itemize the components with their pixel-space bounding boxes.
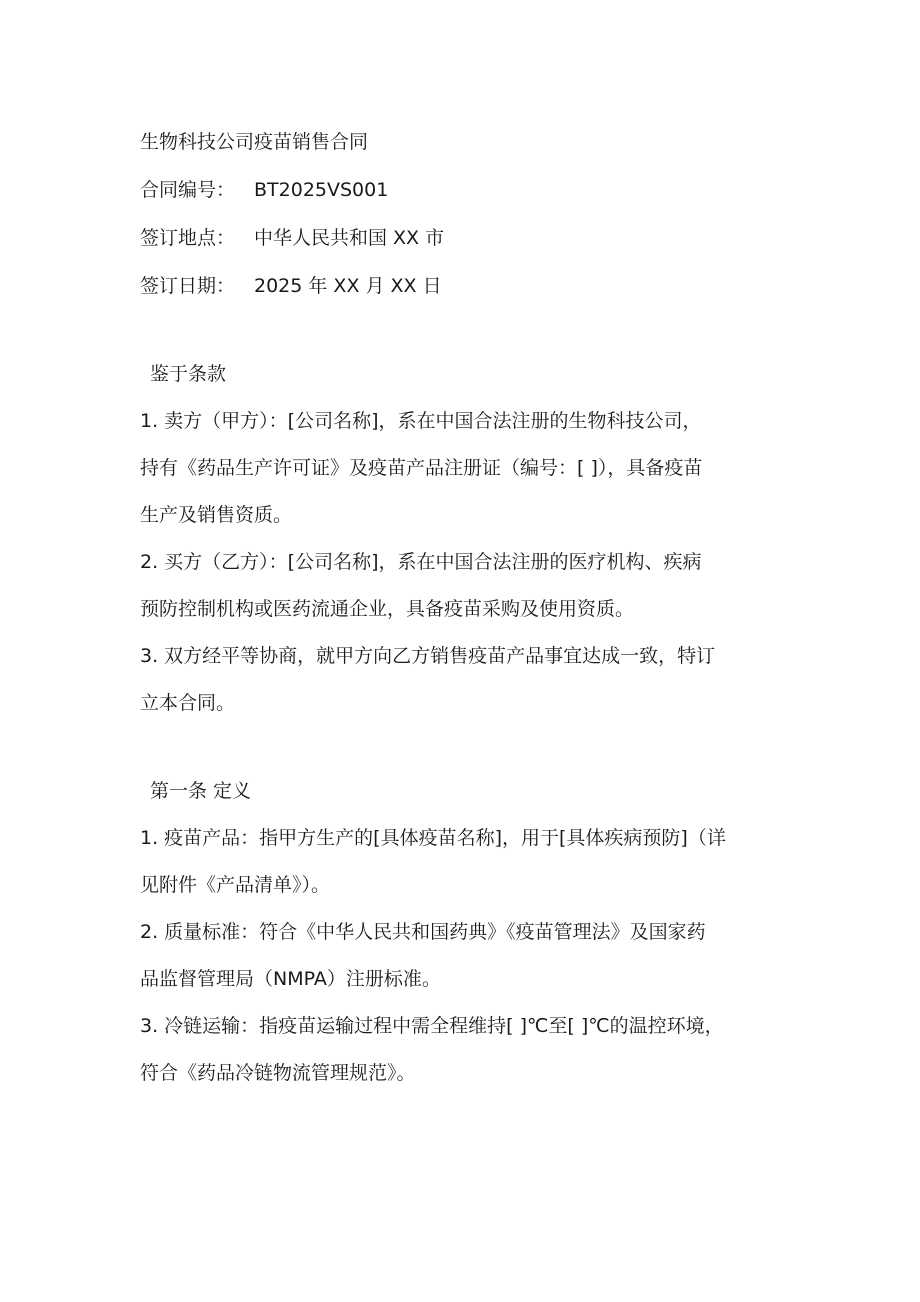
clause-line: 见附件《产品清单》）。: [140, 874, 331, 896]
clause-line: 生产及销售资质。: [140, 504, 293, 526]
section-title: 鉴于条款: [150, 363, 227, 385]
section-title: 第一条 定义: [150, 780, 252, 802]
clause-paragraph: [140, 1003, 790, 1097]
contract-number-label: 合同编号：: [140, 179, 236, 201]
clause-item: [140, 1003, 790, 1097]
clause-list: [140, 815, 790, 1097]
clause-paragraph: [140, 539, 790, 633]
signing-date-label: 签订日期：: [140, 275, 236, 297]
clause-item: [140, 539, 790, 633]
section-definitions: [140, 767, 790, 1097]
signing-place-value: 中华人民共和国 XX 市: [254, 227, 445, 249]
clause-item: [140, 909, 790, 1003]
clause-paragraph: [140, 815, 790, 909]
signing-place-row: [140, 214, 790, 262]
clause-line: 2. 买方（乙方）：[公司名称]，系在中国合法注册的医疗机构、疾病: [140, 551, 702, 573]
clause-paragraph: [140, 633, 790, 727]
clause-item: [140, 398, 790, 539]
document-title: 生物科技公司疫苗销售合同: [140, 131, 369, 153]
clause-paragraph: [140, 398, 790, 539]
signing-date-value: 2025 年 XX 月 XX 日: [254, 275, 442, 297]
spacer: [140, 310, 790, 350]
clause-line: 3. 双方经平等协商，就甲方向乙方销售疫苗产品事宜达成一致，特订: [140, 645, 716, 667]
spacer: [140, 727, 790, 767]
section-recitals: [140, 350, 790, 727]
clause-line: 品监督管理局（NMPA）注册标准。: [140, 968, 441, 990]
clause-line: 持有《药品生产许可证》及疫苗产品注册证（编号：[ ]），具备疫苗: [140, 457, 703, 479]
contract-number-row: [140, 166, 790, 214]
signing-place-label: 签订地点：: [140, 227, 236, 249]
clause-line: 3. 冷链运输：指疫苗运输过程中需全程维持[ ]℃至[ ]℃的温控环境，: [140, 1015, 724, 1037]
clause-item: [140, 633, 790, 727]
clause-item: [140, 815, 790, 909]
clause-line: 立本合同。: [140, 692, 236, 714]
clause-line: 1. 卖方（甲方）：[公司名称]，系在中国合法注册的生物科技公司，: [140, 410, 702, 432]
clause-line: 符合《药品冷链物流管理规范》。: [140, 1062, 416, 1084]
clause-line: 预防控制机构或医药流通企业，具备疫苗采购及使用资质。: [140, 598, 635, 620]
signing-date-row: [140, 262, 790, 310]
clause-list: [140, 398, 790, 727]
document-content: [140, 118, 790, 1097]
contract-number-value: BT2025VS001: [254, 179, 389, 201]
clause-line: 1. 疫苗产品：指甲方生产的[具体疫苗名称]，用于[具体疾病预防]（详: [140, 827, 726, 849]
clause-line: 2. 质量标准：符合《中华人民共和国药典》《疫苗管理法》及国家药: [140, 921, 706, 943]
clause-paragraph: [140, 909, 790, 1003]
